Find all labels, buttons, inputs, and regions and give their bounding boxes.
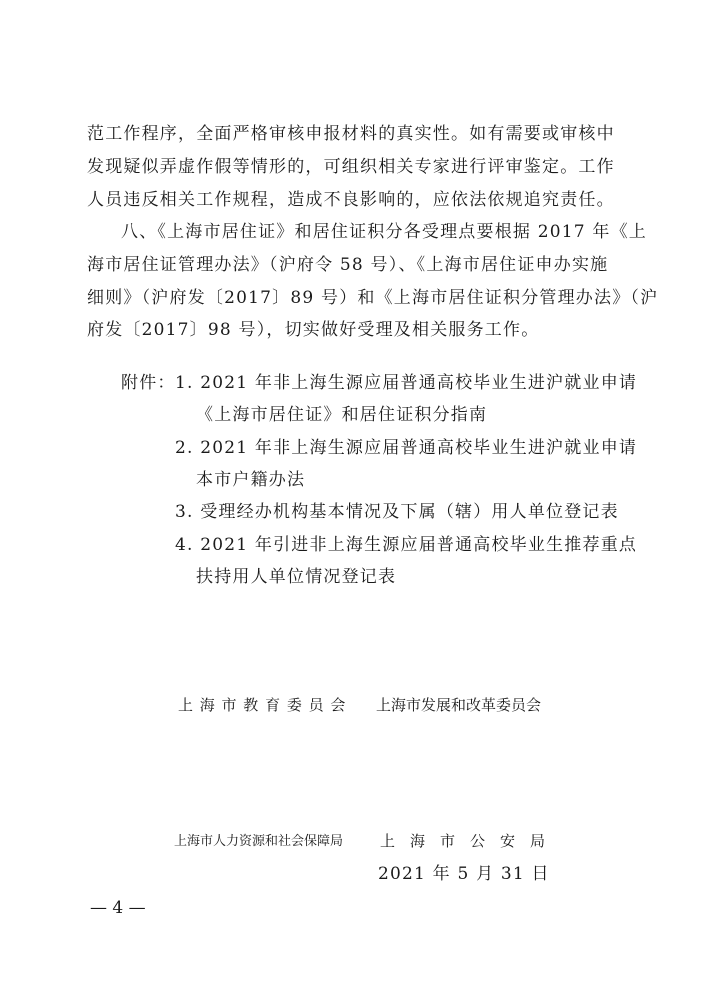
attachment-item-1: 1. 2021 年非上海生源应届普通高校毕业生进沪就业申请 bbox=[175, 373, 638, 393]
body-line-3: 人员违反相关工作规程，造成不良影响的，应依法依规追究责任。 bbox=[87, 190, 615, 210]
body-line-2: 发现疑似弄虚作假等情形的，可组织相关专家进行评审鉴定。工作 bbox=[87, 157, 615, 177]
attachment-item-4-cont: 扶持用人单位情况登记表 bbox=[196, 567, 397, 587]
attachment-item-3: 3. 受理经办机构基本情况及下属（辖）用人单位登记表 bbox=[175, 502, 619, 522]
issue-date: 2021 年 5 月 31 日 bbox=[378, 864, 550, 884]
attachment-item-2-cont: 本市户籍办法 bbox=[196, 470, 306, 490]
attachment-item-4: 4. 2021 年引进非上海生源应届普通高校毕业生推荐重点 bbox=[175, 535, 638, 555]
attachment-item-2: 2. 2021 年非上海生源应届普通高校毕业生进沪就业申请 bbox=[175, 438, 638, 458]
body-line-5: 海市居住证管理办法》（沪府令 58 号）、《上海市居住证申办实施 bbox=[87, 255, 609, 275]
body-line-7: 府发〔2017〕98 号），切实做好受理及相关服务工作。 bbox=[87, 320, 540, 340]
body-line-6: 细则》（沪府发〔2017〕89 号）和《上海市居住证积分管理办法》（沪 bbox=[87, 288, 659, 308]
signatory-human-resources-bureau: 上海市人力资源和社会保障局 bbox=[174, 834, 344, 849]
attachment-item-1-cont: 《上海市居住证》和居住证积分指南 bbox=[196, 405, 488, 425]
signatory-education-commission: 上 海 市 教 育 委 员 会 bbox=[178, 696, 347, 714]
signatory-development-reform-commission: 上海市发展和改革委员会 bbox=[376, 696, 542, 714]
page-number: — 4 — bbox=[90, 898, 146, 918]
body-line-1: 范工作程序，全面严格审核申报材料的真实性。如有需要或审核中 bbox=[87, 124, 615, 144]
body-line-4: 八、《上海市居住证》和居住证积分各受理点要根据 2017 年《上 bbox=[121, 222, 647, 242]
attachments-label: 附件： bbox=[121, 373, 176, 393]
signatory-public-security-bureau: 上 海 市 公 安 局 bbox=[380, 832, 546, 850]
